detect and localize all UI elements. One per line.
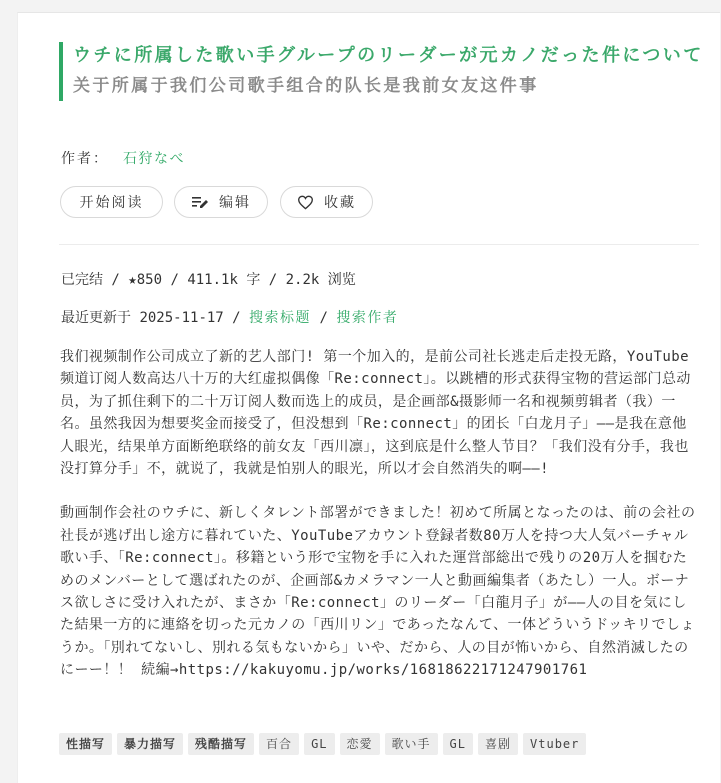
start-reading-button[interactable]	[60, 186, 163, 218]
star-count: ★850	[128, 272, 163, 288]
heart-icon	[297, 195, 314, 210]
tag[interactable]: 喜剧	[478, 733, 518, 755]
stats-row	[61, 270, 356, 290]
word-count: 411.1k 字	[187, 272, 261, 288]
start-reading-label: 开始阅读	[79, 195, 144, 211]
search-author-link[interactable]: 搜索作者	[336, 310, 399, 326]
tag-list	[59, 733, 586, 755]
favorite-label: 收藏	[324, 195, 356, 211]
description-zh: 我们视频制作公司成立了新的艺人部门! 第一个加入的，是前公司社长逃走后走投无路，YouTube频道订阅人数高达八十万的大红虚拟偶像「Re:connect」。以跳槽的形式获得宝物的营运部门总动员，为了抓住剩下的二十万订阅人数而选上的成员，是企画部&摄影师一名和视频剪辑者（我）一名。虽然我因为想要奖金而接受了，但没想到「Re:connect」的团长「白龙月子」——是我在意他人眼光，结果单方面断绝联络的前女友「西川凛」，这到底是什么整人节目？「我们没有分手，我也没打算分手」不，就说了，我就是怕别人的眼光，所以才会自然消失的啊——!	[60, 349, 691, 478]
tag[interactable]: 百合	[259, 733, 299, 755]
book-title: ウチに所属した歌い手グループのリーダーが元カノだった件について	[73, 45, 704, 66]
favorite-button[interactable]	[280, 186, 373, 218]
update-label: 最近更新于	[61, 310, 131, 326]
view-count: 2.2k 浏览	[285, 272, 356, 288]
tag[interactable]: Vtuber	[523, 733, 586, 755]
update-date: 2025-11-17	[139, 310, 224, 326]
separator: /	[223, 310, 250, 326]
edit-list-icon	[191, 194, 209, 210]
tag[interactable]: GL	[304, 733, 334, 755]
tag[interactable]: GL	[443, 733, 473, 755]
separator: /	[103, 272, 129, 288]
separator: /	[260, 272, 286, 288]
separator: /	[162, 272, 188, 288]
description	[60, 346, 700, 682]
tag[interactable]: 残酷描写	[188, 733, 254, 755]
author-row	[61, 149, 185, 169]
separator: /	[311, 310, 337, 326]
tag[interactable]: 歌い手	[385, 733, 438, 755]
search-title-link[interactable]: 搜索标题	[249, 310, 312, 326]
edit-button[interactable]	[174, 186, 268, 218]
divider	[59, 244, 699, 245]
update-row	[61, 308, 398, 328]
description-ja: 動画制作会社のウチに、新しくタレント部署ができました！初めて所属となったのは、前の会社の社長が逃げ出し途方に暮れていた、YouTubeアカウント登録者数80万人を持つ大人気バーチャル歌い手、「Re:connect」。移籍という形で宝物を手に入れた運営部総出で残りの20万人を掴むためのメンバーとして選ばれたのが、企画部&カメラマン一人と動画編集者（あたし）一人。ボーナス欲しさに受け入れたが、まさか「Re:connect」のリーダー「白龍月子」が——人の目を気にした結果一方的に連絡を切った元カノの「西川リン」であったなんて、一体どういうドッキリでしょうか。「別れてないし、別れる気もないから」いや、だから、人の目が怖いから、自然消滅したのにーー！！ 続編→https://kakuyomu.jp/works/16818622171247901761	[60, 505, 696, 679]
status-text: 已完结	[61, 272, 103, 288]
edit-label: 编辑	[219, 195, 251, 211]
author-link[interactable]: 石狩なべ	[123, 151, 185, 167]
tag[interactable]: 恋愛	[340, 733, 380, 755]
book-subtitle: 关于所属于我们公司歌手组合的队长是我前女友这件事	[73, 76, 539, 96]
title-block	[59, 42, 713, 101]
tag[interactable]: 性描写	[59, 733, 112, 755]
author-label: 作者：	[61, 151, 109, 167]
tag[interactable]: 暴力描写	[117, 733, 183, 755]
